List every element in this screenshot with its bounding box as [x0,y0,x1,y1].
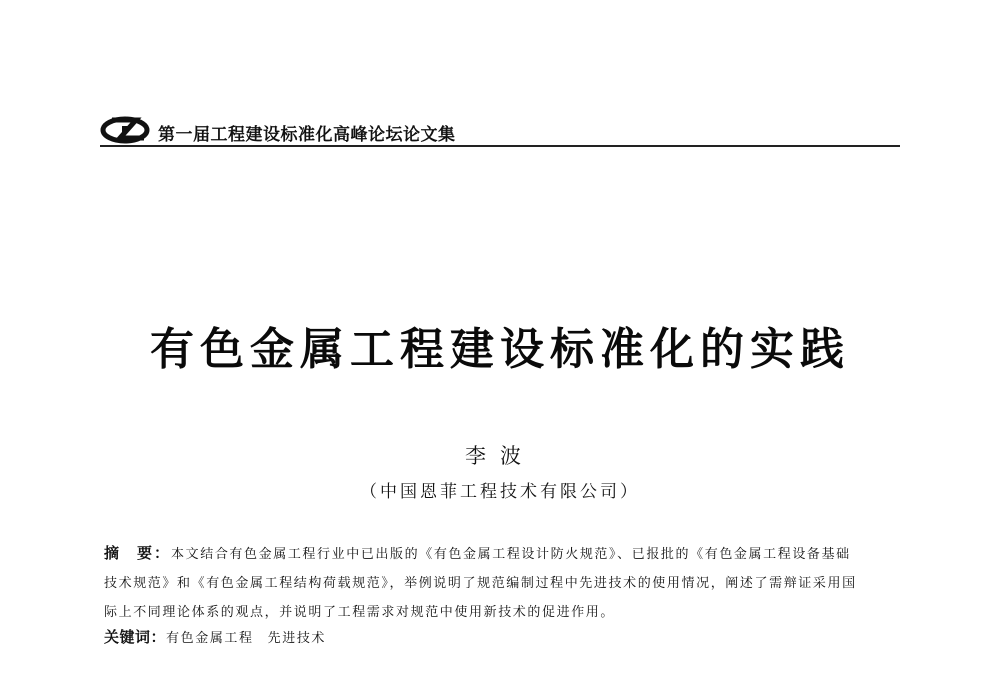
author-name: 李波 [465,444,535,468]
header-rule [100,145,900,147]
abstract-line: 际上不同理论体系的观点，并说明了工程需求对规范中使用新技术的促进作用。 [104,605,616,620]
keywords [104,626,326,647]
abstract-line: 技术规范》和《有色金属工程结构荷载规范》，举例说明了规范编制过程中先进技术的使用情况，阐述了需辩证采用国 [104,576,857,591]
abstract [104,539,904,627]
author-affiliation: （中国恩菲工程技术有限公司） [360,482,640,502]
abstract-label: 摘 要： [104,544,172,562]
abstract-line [104,539,904,569]
paper-title: 有色金属工程建设标准化的实践 [150,324,850,375]
conference-logo-icon [100,114,150,144]
header-title: 第一届工程建设标准化高峰论坛论文集 [158,125,456,145]
keywords-label: 关键词： [104,628,167,646]
keyword-item: 有色金属工程 [166,631,254,646]
keyword-item: 先进技术 [267,631,327,646]
abstract-text: 本文结合有色金属工程行业中已出版的《有色金属工程设计防火规范》、已报批的《有色金属工程设备基础 [171,547,851,562]
running-header [100,112,900,152]
